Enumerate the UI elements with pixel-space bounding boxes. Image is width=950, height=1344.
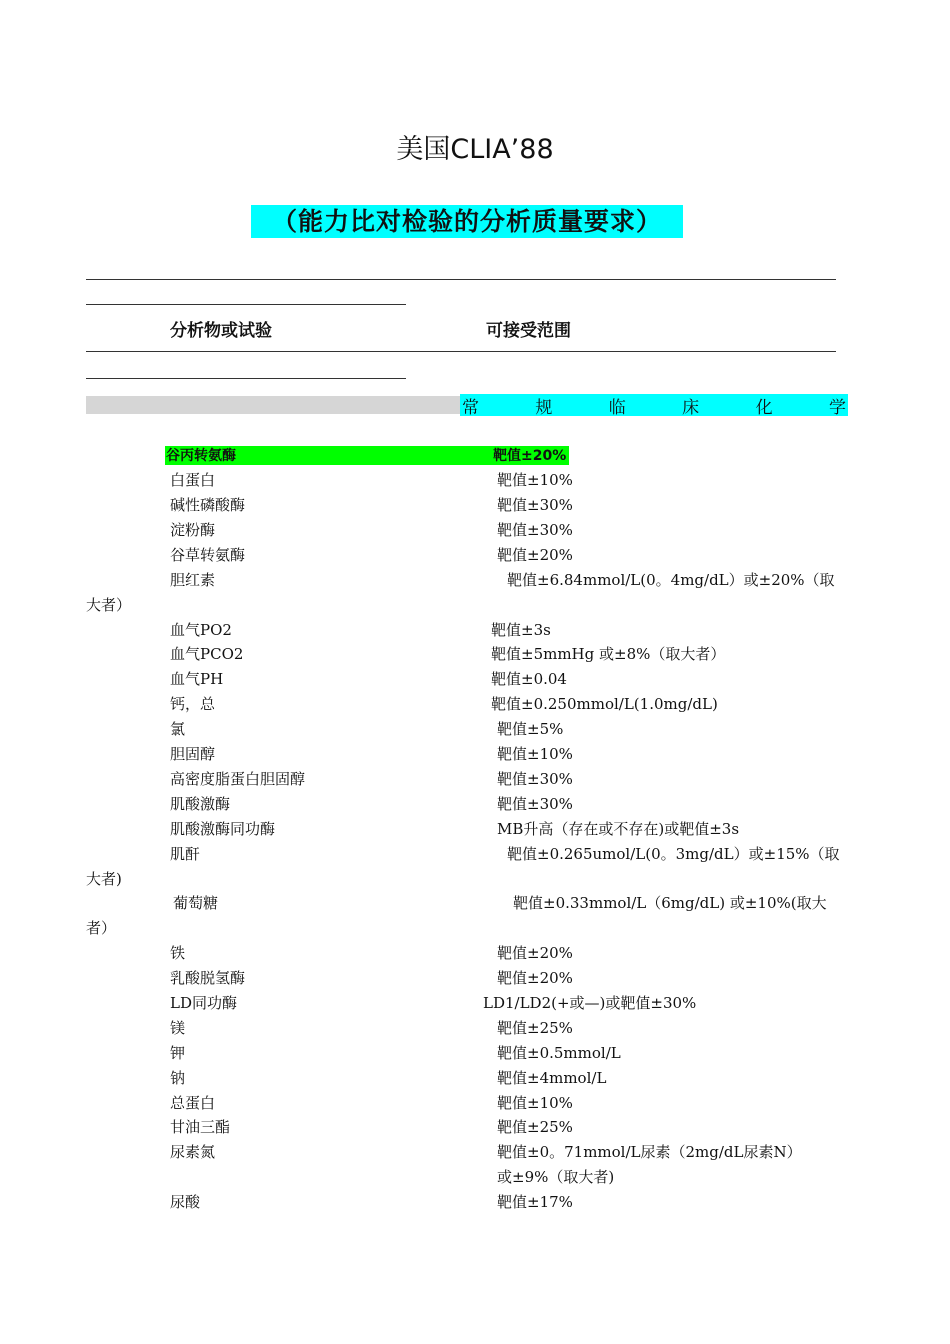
acceptable-range: 靶值±0.5mmol/L xyxy=(497,1044,621,1062)
analyte-name: 肌酸激酶 xyxy=(170,795,231,813)
analyte-name: 淀粉酶 xyxy=(170,521,216,539)
acceptable-range: 靶值±0.04 xyxy=(491,670,567,688)
analyte-name: LD同功酶 xyxy=(170,994,237,1012)
acceptable-range: 靶值±5% xyxy=(497,720,564,738)
analyte-name: 铁 xyxy=(170,944,186,962)
acceptable-range: 靶值±25% xyxy=(497,1118,573,1136)
range-wrap: 大者） xyxy=(86,596,132,614)
divider-rule xyxy=(86,351,836,352)
divider-rule xyxy=(86,378,406,379)
analyte-name: 总蛋白 xyxy=(170,1094,216,1112)
analyte-name: 血气PH xyxy=(170,670,224,688)
range-wrap: 大者) xyxy=(86,870,122,888)
analyte-name: 氯 xyxy=(170,720,186,738)
acceptable-range: 靶值±10% xyxy=(497,471,573,489)
analyte-name: 甘油三酯 xyxy=(170,1118,231,1136)
section-heading xyxy=(460,394,848,416)
analyte-name: 肌酸激酶同功酶 xyxy=(170,820,276,838)
acceptable-range: 靶值±6.84mmol/L(0。4mg/dL）或±20%（取 xyxy=(507,571,835,589)
acceptable-range: 靶值±20% xyxy=(497,546,573,564)
analyte-name: 碱性磷酸酶 xyxy=(170,496,246,514)
analyte-name: 钙，总 xyxy=(170,695,216,713)
section-heading-char: 化 xyxy=(755,397,773,418)
acceptable-range: 靶值±30% xyxy=(497,521,573,539)
divider-rule xyxy=(86,304,406,305)
acceptable-range: 靶值±0.33mmol/L（6mg/dL) 或±10%(取大 xyxy=(513,894,827,912)
acceptable-range: 靶值±3s xyxy=(491,621,551,639)
acceptable-range: 靶值±0.250mmol/L(1.0mg/dL) xyxy=(491,695,718,713)
analyte-name: 高密度脂蛋白胆固醇 xyxy=(170,770,306,788)
acceptable-range: 靶值±5mmHg 或±8%（取大者） xyxy=(491,645,726,663)
acceptable-range: 靶值±30% xyxy=(497,795,573,813)
analyte-name: 钠 xyxy=(170,1069,186,1087)
acceptable-range: 靶值±4mmol/L xyxy=(497,1069,607,1087)
acceptable-range: MB升高（存在或不存在)或靶值±3s xyxy=(497,820,740,838)
section-heading-char: 床 xyxy=(682,397,700,418)
section-heading-char: 学 xyxy=(828,397,846,418)
acceptable-range: 靶值±20% xyxy=(497,944,573,962)
column-header-range: 可接受范围 xyxy=(486,321,571,341)
section-heading-char: 临 xyxy=(608,397,626,418)
analyte-name: 乳酸脱氢酶 xyxy=(170,969,246,987)
analyte-name: 胆固醇 xyxy=(170,745,216,763)
divider-rule xyxy=(86,279,836,280)
analyte-name: 肌酐 xyxy=(170,845,201,863)
acceptable-range: 靶值±0.265umol/L(0。3mg/dL）或±15%（取 xyxy=(507,845,840,863)
analyte-name: 葡萄糖 xyxy=(173,894,219,912)
analyte-name: 血气PCO2 xyxy=(170,645,244,663)
acceptable-range: 靶值±20% xyxy=(497,969,573,987)
analyte-name: 尿酸 xyxy=(170,1193,201,1211)
section-heading-char: 规 xyxy=(535,397,553,418)
acceptable-range: 靶值±30% xyxy=(497,496,573,514)
acceptable-range: 靶值±10% xyxy=(497,745,573,763)
acceptable-range: 靶值±17% xyxy=(497,1193,573,1211)
section-band-gray xyxy=(86,396,460,414)
analyte-name: 钾 xyxy=(170,1044,186,1062)
range-wrap: 者） xyxy=(86,919,117,937)
analyte-name: 谷丙转氨酶 xyxy=(166,448,236,464)
analyte-name: 谷草转氨酶 xyxy=(170,546,246,564)
document-subtitle: （能力比对检验的分析质量要求） xyxy=(271,207,662,236)
range-continuation: 或±9%（取大者) xyxy=(497,1168,615,1186)
acceptable-range: LD1/LD2(+或—)或靶值±30% xyxy=(483,994,697,1012)
analyte-name: 血气PO2 xyxy=(170,621,232,639)
column-header-analyte: 分析物或试验 xyxy=(170,321,272,341)
section-heading-char: 常 xyxy=(462,397,479,418)
analyte-name: 胆红素 xyxy=(170,571,216,589)
analyte-name: 尿素氮 xyxy=(170,1143,216,1161)
acceptable-range: 靶值±25% xyxy=(497,1019,573,1037)
document-title: 美国CLIA’88 xyxy=(396,134,554,165)
subtitle-highlight xyxy=(251,205,683,238)
acceptable-range: 靶值±10% xyxy=(497,1094,573,1112)
analyte-name: 白蛋白 xyxy=(170,471,216,489)
acceptable-range: 靶值±0。71mmol/L尿素（2mg/dL尿素N） xyxy=(497,1143,802,1161)
analyte-name: 镁 xyxy=(170,1019,186,1037)
acceptable-range: 靶值±30% xyxy=(497,770,573,788)
acceptable-range: 靶值±20% xyxy=(493,448,567,464)
